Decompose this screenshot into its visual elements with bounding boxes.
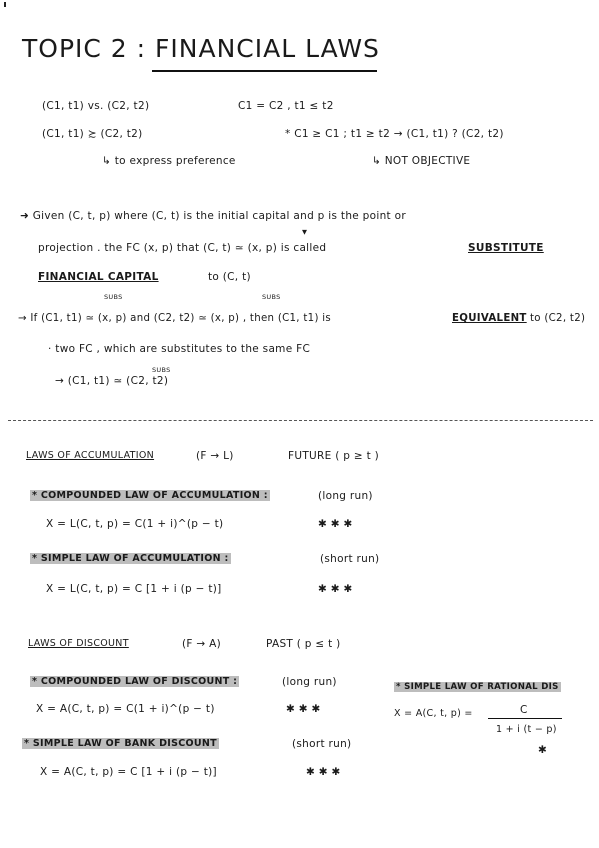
title-underline <box>152 70 377 72</box>
discount-compound-label <box>30 676 239 687</box>
accum-simple-run: (short run) <box>320 553 380 565</box>
intro-line2b: * C1 ≥ C1 ; t1 ≥ t2 → (C1, t1) ? (C2, t2) <box>285 128 504 140</box>
accum-simple-label <box>30 553 231 564</box>
fraction-bar <box>488 718 562 719</box>
subst-line3b: to (C, t) <box>208 271 251 283</box>
accum-compound-run: (long run) <box>318 490 373 502</box>
subst-line2a: projection . the FC (x, p) that (C, t) ≃ (x, p) is called <box>38 242 327 254</box>
discount-heading: LAWS OF DISCOUNT <box>28 638 129 649</box>
discount-rational-star: ✱ <box>538 744 548 756</box>
discount-bank-stars: ✱ ✱ ✱ <box>306 766 341 778</box>
equiv-line1a: → If (C1, t1) ≃ (x, p) and (C2, t2) ≃ (x, p) , then (C1, t1) is <box>18 313 332 324</box>
subs-label-3: SUBS <box>152 366 171 374</box>
discount-bank-run: (short run) <box>292 738 352 750</box>
discount-rational-lhs: X = A(C, t, p) = <box>394 708 473 719</box>
accum-arrow: (F → L) <box>196 450 234 462</box>
equiv-term: EQUIVALENT <box>452 313 527 324</box>
discount-rational-label-text: * SIMPLE LAW OF RATIONAL DIS <box>396 682 559 692</box>
accum-compound-label-text: * COMPOUNDED LAW OF ACCUMULATION : <box>32 490 268 501</box>
equiv-line1c: to (C2, t2) <box>530 313 586 324</box>
subs-label-1: SUBS <box>104 293 123 301</box>
discount-rational-label <box>394 682 561 692</box>
discount-rational-numerator: C <box>520 704 528 716</box>
intro-line1a: (C1, t1) vs. (C2, t2) <box>42 100 150 112</box>
equiv-line3: → (C1, t1) ≃ (C2, t2) <box>55 375 169 387</box>
intro-line3b: ↳ NOT OBJECTIVE <box>372 155 471 167</box>
discount-bank-formula: X = A(C, t, p) = C [1 + i (p − t)] <box>40 766 217 778</box>
down-triangle-icon: ▼ <box>302 228 308 236</box>
discount-compound-label-text: * COMPOUNDED LAW OF DISCOUNT : <box>32 676 238 687</box>
discount-bank-label-text: * SIMPLE LAW OF BANK DISCOUNT <box>24 738 217 749</box>
subst-line1: ➜ Given (C, t, p) where (C, t) is the initial capital and p is the point or <box>20 210 406 222</box>
accum-compound-formula: X = L(C, t, p) = C(1 + i)^(p − t) <box>46 518 224 530</box>
accum-simple-stars: ✱ ✱ ✱ <box>318 583 353 595</box>
accum-compound-label <box>30 490 270 501</box>
discount-compound-stars: ✱ ✱ ✱ <box>286 703 321 715</box>
accum-compound-stars: ✱ ✱ ✱ <box>318 518 353 530</box>
accum-simple-formula: X = L(C, t, p) = C [1 + i (p − t)] <box>46 583 222 595</box>
subs-label-2: SUBS <box>262 293 281 301</box>
discount-compound-formula: X = A(C, t, p) = C(1 + i)^(p − t) <box>36 703 215 715</box>
discount-compound-run: (long run) <box>282 676 337 688</box>
intro-line1b: C1 = C2 , t1 ≤ t2 <box>238 100 334 112</box>
scan-speck <box>4 2 6 7</box>
intro-line2a: (C1, t1) ≿ (C2, t2) <box>42 128 143 140</box>
subst-term-cont: FINANCIAL CAPITAL <box>38 271 159 283</box>
equiv-line2: · two FC , which are substitutes to the same FC <box>48 343 311 355</box>
intro-line3a: ↳ to express preference <box>102 155 236 167</box>
accum-heading: LAWS OF ACCUMULATION <box>26 450 155 461</box>
discount-note: PAST ( p ≤ t ) <box>266 638 341 650</box>
page-title: TOPIC 2 : FINANCIAL LAWS <box>22 34 380 63</box>
discount-rational-denominator: 1 + i (t − p) <box>496 724 557 735</box>
subst-term: SUBSTITUTE <box>468 242 544 254</box>
discount-bank-label <box>22 738 219 749</box>
accum-simple-label-text: * SIMPLE LAW OF ACCUMULATION : <box>32 553 229 564</box>
accum-note: FUTURE ( p ≥ t ) <box>288 450 380 462</box>
discount-arrow: (F → A) <box>182 638 221 650</box>
section-divider-1 <box>8 420 593 422</box>
